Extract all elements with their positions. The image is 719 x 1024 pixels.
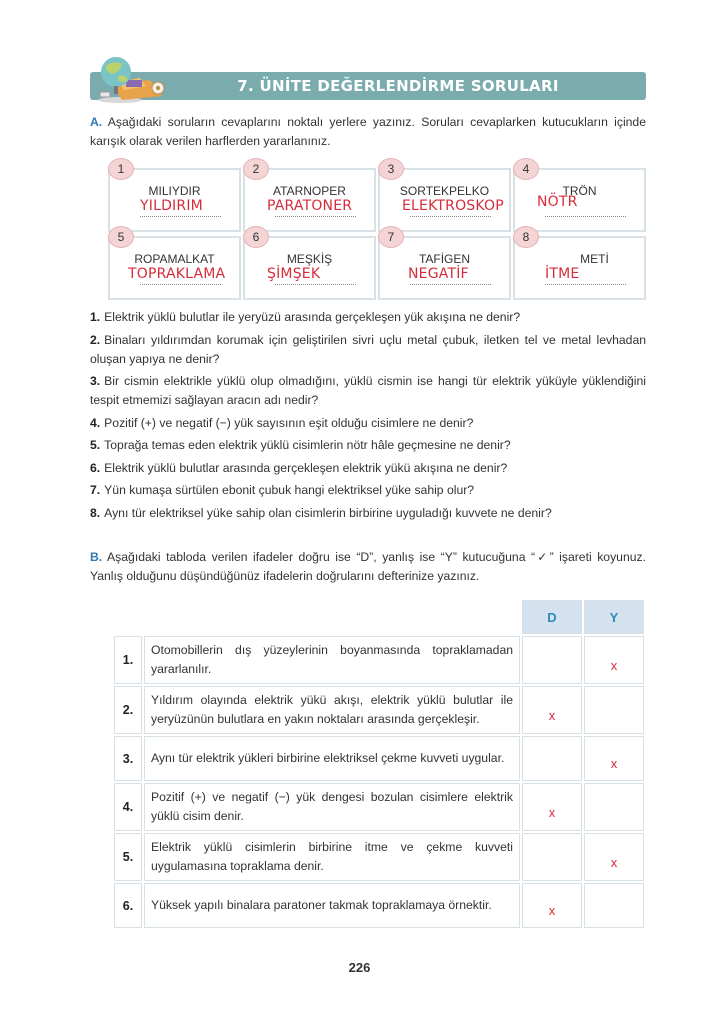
- word-card-7: [378, 230, 511, 300]
- answer-text[interactable]: ELEKTROSKOP: [402, 198, 504, 214]
- card-number-badge: 1: [108, 158, 134, 180]
- d-checkbox[interactable]: x: [522, 783, 582, 831]
- section-b-letter: B.: [90, 550, 103, 564]
- statement-text: Yıldırım olayında elektrik yükü akışı, elektrik yüklü bulutlar ile yeryüzünün bulutlara en yakın noktaları arasında gerçekleşir.: [144, 686, 520, 734]
- answer-text[interactable]: PARATONER: [267, 198, 353, 214]
- d-checkbox[interactable]: [522, 833, 582, 881]
- question-8: 8. Aynı tür elektriksel yüke sahip olan cisimlerin birbirine uyguladığı kuvvete ne denir?: [90, 505, 552, 520]
- row-number: 5.: [114, 833, 142, 881]
- statement-text: Aynı tür elektrik yükleri birbirine elektriksel çekme kuvveti uygular.: [144, 736, 520, 781]
- word-card-5: [108, 230, 241, 300]
- answer-text[interactable]: NEGATİF: [408, 266, 469, 282]
- d-checkbox[interactable]: x: [522, 883, 582, 928]
- answer-dotted-line: [545, 216, 626, 217]
- scrambled-word: METİ: [580, 252, 609, 266]
- section-a-questions: [90, 308, 646, 526]
- answer-text[interactable]: NÖTR: [537, 194, 578, 210]
- question-3: 3. Bir cismin elektrikle yüklü olup olmadığını, yüklü cismin ise hangi tür elektrik yüküyle yüklendiğini tespit etmemizi sağlayan aracın adı nedir?: [90, 374, 646, 407]
- statement-text: Elektrik yüklü cisimlerin birbirine itme ve çekme kuvveti uygulamasına topraklama denir.: [144, 833, 520, 881]
- section-b-instructions: B. Aşağıdaki tabloda verilen ifadeler doğru ise “D”, yanlış ise “Y” kutucuğuna “✓” işareti koyunuz. Yanlış olduğunu düşündüğünüz ifadelerin doğrularını defterinize yazınız.: [90, 550, 646, 583]
- answer-text[interactable]: İTME: [545, 266, 580, 282]
- d-checkbox[interactable]: [522, 736, 582, 781]
- row-number: 6.: [114, 883, 142, 928]
- y-checkbox[interactable]: [584, 686, 644, 734]
- statement-text: Otomobillerin dış yüzeylerinin boyanmasında topraklamadan yararlanılır.: [144, 636, 520, 684]
- y-checkbox[interactable]: [584, 783, 644, 831]
- answer-dotted-line: [140, 216, 221, 217]
- question-7: 7. Yün kumaşa sürtülen ebonit çubuk hangi elektriksel yüke sahip olur?: [90, 483, 475, 497]
- answer-text[interactable]: TOPRAKLAMA: [128, 266, 226, 282]
- card-number-badge: 3: [378, 158, 404, 180]
- answer-text[interactable]: YILDIRIM: [140, 198, 203, 214]
- card-number-badge: 4: [513, 158, 539, 180]
- d-checkbox[interactable]: [522, 636, 582, 684]
- row-number: 1.: [114, 636, 142, 684]
- y-checkbox[interactable]: [584, 883, 644, 928]
- unit-title: 7. ÜNİTE DEĞERLENDİRME SORULARI: [237, 77, 559, 95]
- table-header-row: [114, 600, 644, 634]
- word-card-3: [378, 162, 511, 232]
- table-row: [114, 736, 644, 781]
- scrambled-word: TRÖN: [562, 184, 597, 198]
- row-number: 4.: [114, 783, 142, 831]
- card-number-badge: 5: [108, 226, 134, 248]
- card-number-badge: 8: [513, 226, 539, 248]
- answer-dotted-line: [275, 284, 356, 285]
- answer-dotted-line: [140, 284, 221, 285]
- word-card-4: [513, 162, 646, 232]
- true-false-table: [112, 598, 646, 930]
- section-a-letter: A.: [90, 115, 103, 129]
- word-card-8: [513, 230, 646, 300]
- word-card-2: [243, 162, 376, 232]
- answer-dotted-line: [275, 216, 356, 217]
- scrambled-word: ATARNOPER: [273, 184, 346, 198]
- question-2: 2. Binaları yıldırımdan korumak için geliştirilen sivri uçlu metal çubuk, iletken tel ve metal levhadan oluşan yapıya ne denir?: [90, 332, 646, 366]
- statement-text: Yüksek yapılı binalara paratoner takmak topraklamaya örnektir.: [144, 883, 520, 928]
- answer-text[interactable]: ŞİMŞEK: [267, 266, 321, 282]
- scrambled-word-cards: [108, 162, 646, 302]
- table-row: [114, 783, 644, 831]
- table-row: [114, 883, 644, 928]
- word-card-6: [243, 230, 376, 300]
- answer-dotted-line: [410, 216, 491, 217]
- d-checkbox[interactable]: x: [522, 686, 582, 734]
- question-5: 5. Toprağa temas eden elektrik yüklü cisimlerin nötr hâle geçmesine ne denir?: [90, 438, 511, 452]
- card-number-badge: 7: [378, 226, 404, 248]
- question-4: 4. Pozitif (+) ve negatif (−) yük sayısının eşit olduğu cisimlere ne denir?: [90, 415, 474, 430]
- scrambled-word: MILIYDIR: [148, 184, 201, 198]
- question-6: 6. Elektrik yüklü bulutlar arasında gerçekleşen elektrik yükü akışına ne denir?: [90, 460, 508, 475]
- table-row: [114, 636, 644, 684]
- question-1: 1. Elektrik yüklü bulutlar ile yeryüzü arasında gerçekleşen yük akışına ne denir?: [90, 310, 521, 324]
- card-number-badge: 2: [243, 158, 269, 180]
- scrambled-word: TAFİGEN: [418, 252, 471, 266]
- scrambled-word: SORTEKPELKO: [399, 184, 490, 198]
- statement-text: Pozitif (+) ve negatif (−) yük dengesi bozulan cisimlere elektrik yüklü cisim denir.: [144, 783, 520, 831]
- page-number: 226: [348, 960, 371, 975]
- section-a-instructions: A. Aşağıdaki soruların cevaplarını noktalı yerlere yazınız. Soruları cevaplarken kutucukların içinde karışık olarak verilen harflerden yararlanınız.: [90, 115, 646, 148]
- y-checkbox[interactable]: x: [584, 736, 644, 781]
- row-number: 3.: [114, 736, 142, 781]
- y-checkbox[interactable]: x: [584, 833, 644, 881]
- table-row: [114, 686, 644, 734]
- table-row: [114, 833, 644, 881]
- scrambled-word: ROPAMALKAT: [134, 252, 215, 266]
- answer-dotted-line: [410, 284, 491, 285]
- word-card-1: [108, 162, 241, 232]
- card-number-badge: 6: [243, 226, 269, 248]
- column-header-y: Y: [584, 600, 644, 634]
- unit-header-bar: [90, 72, 646, 100]
- answer-dotted-line: [545, 284, 626, 285]
- column-header-d: D: [522, 600, 582, 634]
- row-number: 2.: [114, 686, 142, 734]
- scrambled-word: MEŞKİŞ: [286, 252, 333, 266]
- y-checkbox[interactable]: x: [584, 636, 644, 684]
- globe-books-illustration: [92, 52, 172, 104]
